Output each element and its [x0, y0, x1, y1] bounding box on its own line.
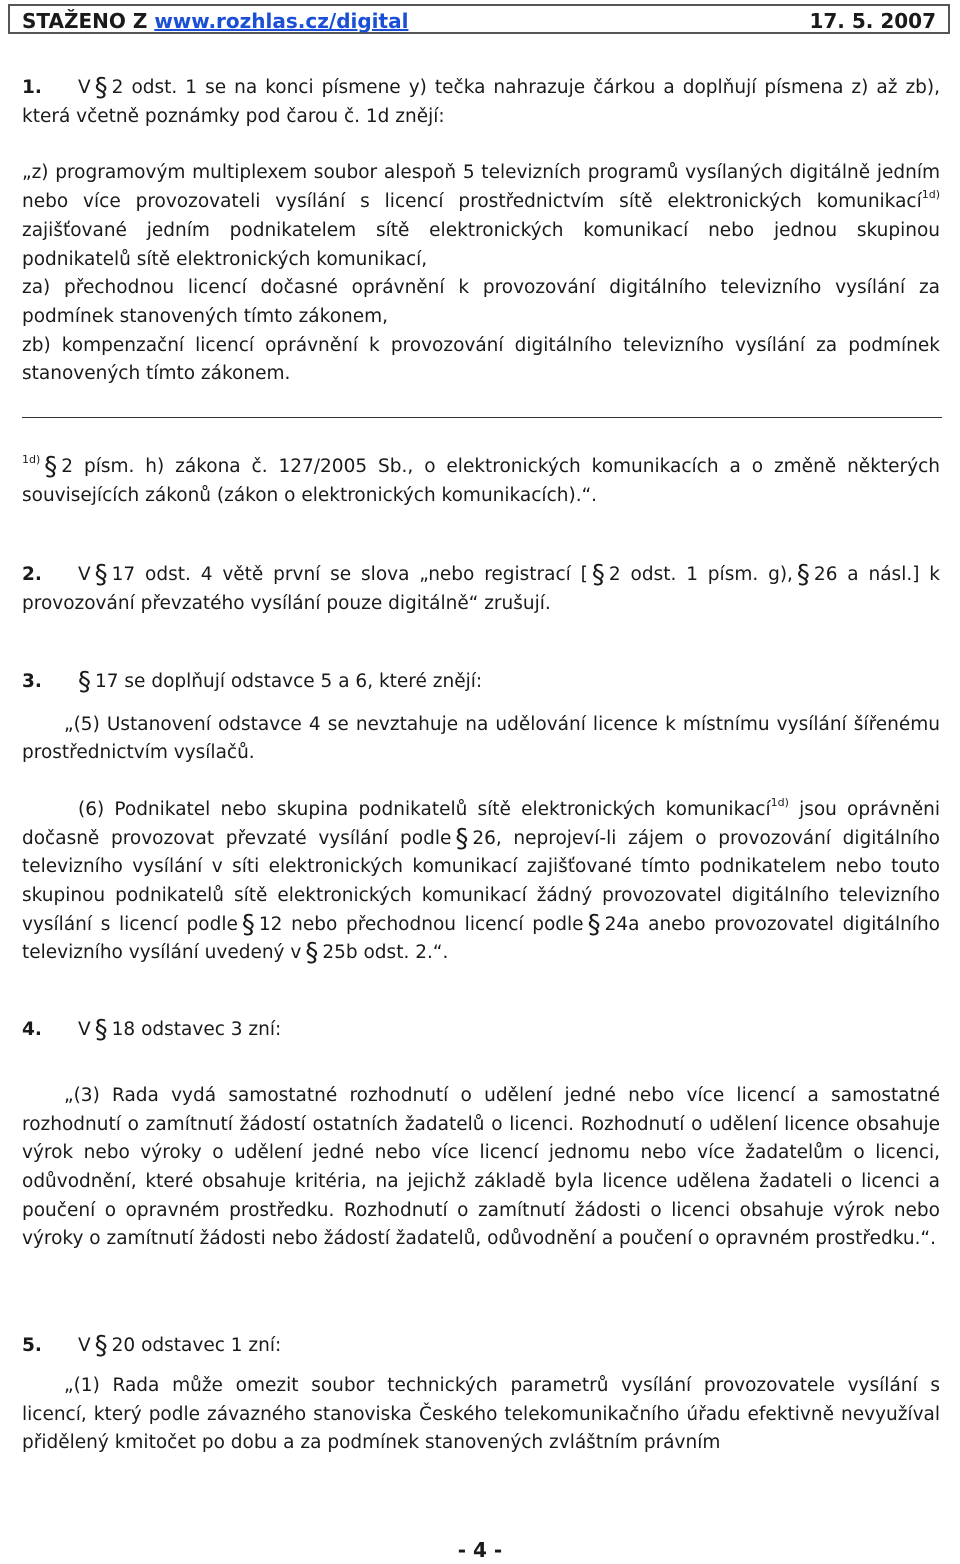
- document-body: [22, 72, 940, 1458]
- paragraph-3: „(3) Rada vydá samostatné rozhodnutí o udělení jedné nebo více licencí a samostatné rozhodnutí o zamítnutí žádostí ostatních žadatelů o licenci. Rozhodnutí o udělení licence obsahuje výrok nebo výroky o udělení jedné nebo více licencí jednomu nebo více žadatelům o licenci, odůvodnění, které obsahuje kritéria, na jejichž základě byla licence udělena žadateli o licenci a poučení o opravném prostředku. Rozhodnutí o zamítnutí žádosti o licenci obsahuje výrok nebo výroky o zamítnutí žádosti nebo žádostí žadatelů, odůvodnění a poučení o opravném prostředku.“.: [22, 1084, 940, 1250]
- text: V: [78, 77, 91, 98]
- header-title: [22, 9, 408, 33]
- text: 26, neprojeví-li zájem o provozování digitálního televizního vysílání v síti elektronických komunikací zajišťované tímto podnikatelem nebo touto skupinou podnikatelů sítě elektronických komunikací žádný provozovatel digitálního televizního vysílání s licencí podle: [22, 827, 941, 935]
- footnote-ref[interactable]: 1d): [921, 188, 940, 202]
- paragraph-6: [22, 796, 940, 968]
- item-2: [22, 561, 940, 618]
- section-sign: §: [94, 73, 108, 103]
- section-sign: §: [305, 938, 319, 969]
- item-number: 3.: [22, 670, 42, 692]
- text: „z) programovým multiplexem soubor alespoň 5 televizních programů vysílaných digitálně jedním nebo více provozovateli vysílání s licencí prostřednictvím sítě elektronických komunikací: [22, 162, 940, 213]
- text: 2 odst. 1 se na konci písmene y) tečka nahrazuje čárkou a doplňují písmena z) až zb), která včetně poznámky pod čarou č. 1d znějí:: [22, 77, 940, 127]
- item-1-intro: [22, 74, 940, 131]
- paragraph-1: „(1) Rada může omezit soubor technických parametrů vysílání provozovatele vysílání s licencí, který podle závazného stanoviska Českého telekomunikačního úřadu efektivně nevyužíval přidělený kmitočet po dobu a za podmínek stanovených zvláštním právním: [22, 1374, 940, 1454]
- section-sign: §: [796, 560, 810, 591]
- section-sign: §: [591, 560, 605, 591]
- item-number: 2.: [22, 564, 42, 586]
- footnote-divider: [22, 417, 942, 418]
- text: 17 se doplňují odstavce 5 a 6, které znějí:: [95, 670, 483, 692]
- text: V: [78, 564, 91, 586]
- section-sign: §: [241, 909, 255, 940]
- footnote-1d: [22, 453, 940, 510]
- item-3-intro: [22, 668, 940, 697]
- text: 2 odst. 1 písm. g),: [608, 564, 793, 586]
- section-sign: §: [94, 1015, 108, 1046]
- item-5-intro: [22, 1332, 940, 1361]
- letter-za: za) přechodnou licencí dočasné oprávnění k provozování digitálního televizního vysílání za podmínek stanovených tímto zákonem,: [22, 277, 940, 327]
- text: 17 odst. 4 větě první se slova „nebo registrací [: [111, 564, 588, 586]
- download-header: [8, 4, 950, 34]
- section-sign: §: [44, 452, 58, 483]
- text: zajišťované jedním podnikatelem sítě elektronických komunikací nebo jednou skupinou podnikatelů sítě elektronických komunikací,: [22, 219, 940, 270]
- text: jsou oprávněni dočasně provozovat převzaté vysílání podle: [22, 798, 940, 849]
- section-sign: §: [94, 1331, 108, 1362]
- text: (6) Podnikatel nebo skupina podnikatelů sítě elektronických komunikací: [78, 798, 771, 820]
- source-link[interactable]: www.rozhlas.cz/digital: [154, 9, 409, 33]
- item-4-intro: [22, 1016, 940, 1045]
- letter-z: [22, 159, 940, 274]
- section-sign: §: [94, 560, 108, 591]
- text: 12 nebo přechodnou licencí podle: [258, 913, 584, 935]
- page-number: - 4 -: [457, 1538, 503, 1562]
- text: V: [78, 1335, 91, 1357]
- header-prefix: STAŽENO Z: [22, 9, 155, 33]
- text: 24a anebo provozovatel digitálního televizního vysílání uvedený v: [22, 913, 940, 964]
- footnote-ref[interactable]: 1d): [770, 795, 789, 809]
- section-sign: §: [78, 666, 91, 697]
- text: 20 odstavec 1 zní:: [111, 1335, 282, 1357]
- text: 18 odstavec 3 zní:: [111, 1019, 282, 1041]
- paragraph-5: „(5) Ustanovení odstavce 4 se nevztahuje na udělování licence k místnímu vysílání šířenému prostřednictvím vysílačů.: [22, 713, 940, 764]
- text: V: [78, 1019, 91, 1041]
- item-number: 1.: [22, 77, 42, 98]
- item-number: 4.: [22, 1019, 42, 1041]
- section-sign: §: [587, 909, 601, 940]
- footnote-mark: 1d): [22, 453, 41, 467]
- text: 2 písm. h) zákona č. 127/2005 Sb., o elektronických komunikacích a o změně některých souvisejících zákonů (zákon o elektronických komunikacích).“.: [22, 456, 940, 506]
- header-date: 17. 5. 2007: [809, 9, 936, 33]
- text: 25b odst. 2.“.: [322, 942, 449, 964]
- section-sign: §: [455, 823, 469, 854]
- item-number: 5.: [22, 1335, 42, 1357]
- letter-zb: zb) kompenzační licencí oprávnění k provozování digitálního televizního vysílání za podmínek stanovených tímto zákonem.: [22, 334, 940, 385]
- text: 26 a násl.] k provozování převzatého vysílání pouze digitálně“ zrušují.: [22, 564, 940, 615]
